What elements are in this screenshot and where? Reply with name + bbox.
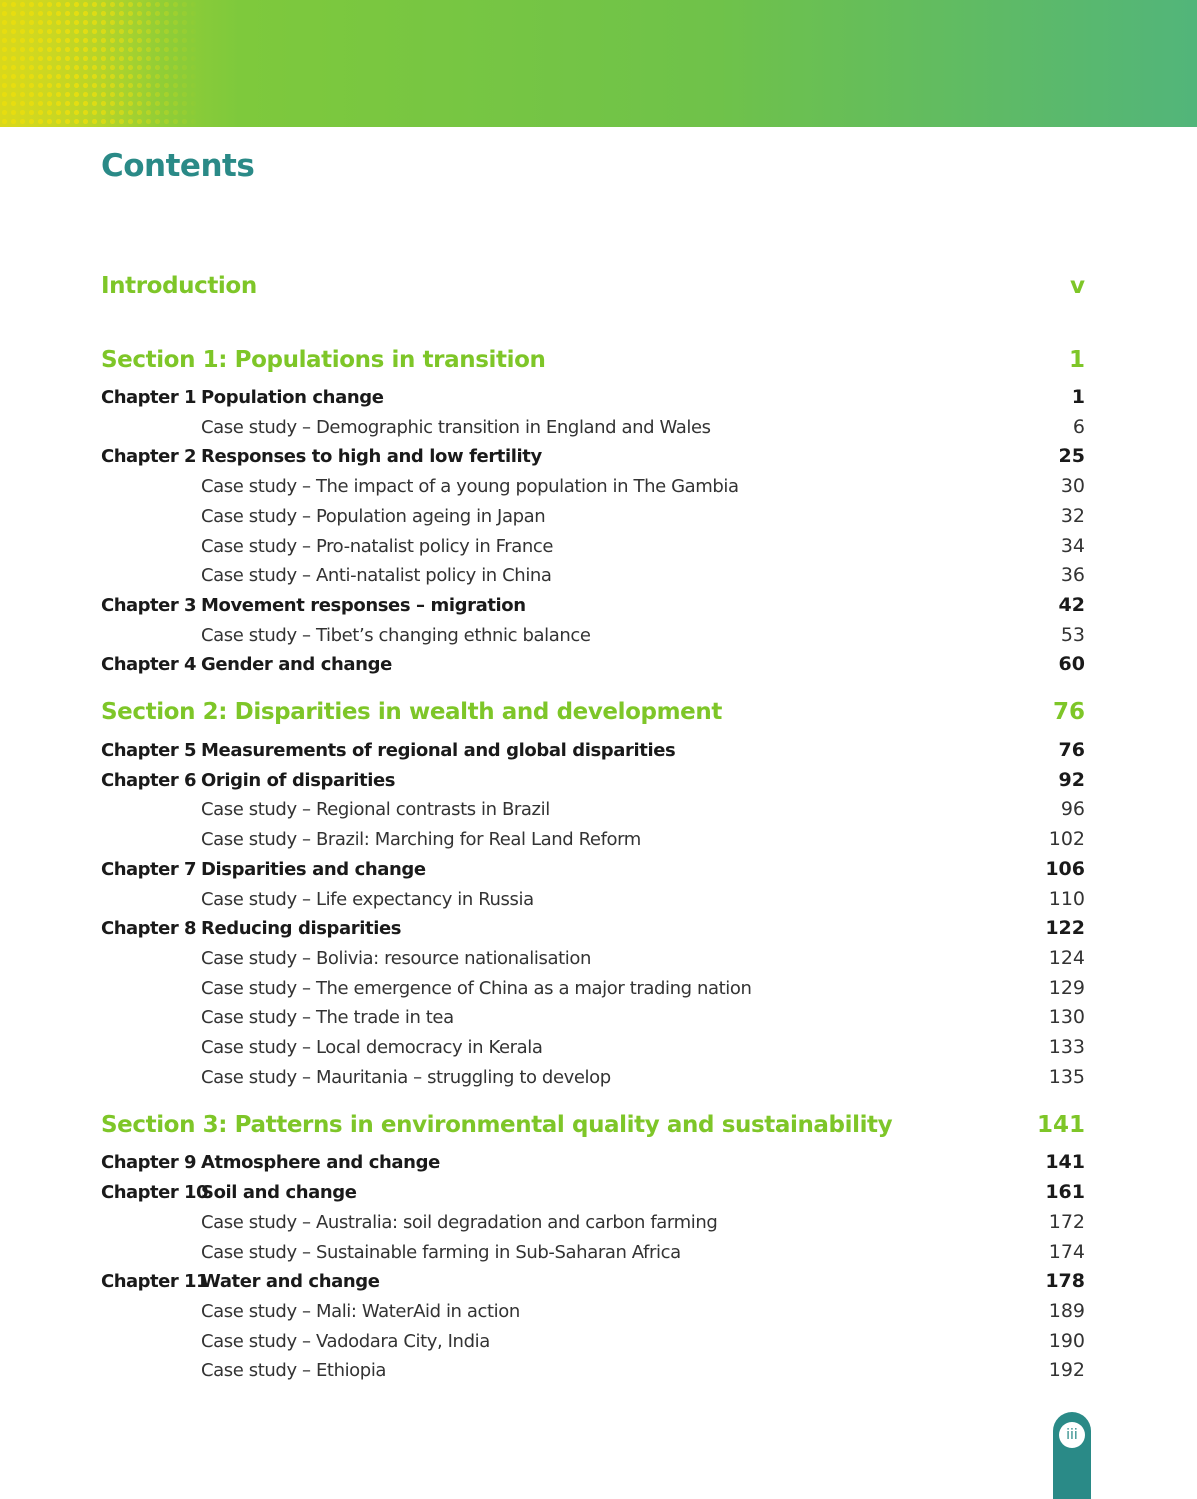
case-study-page: 36 (1060, 564, 1085, 586)
chapter-title: Soil and change (201, 1181, 357, 1203)
case-study-page: 190 (1048, 1330, 1085, 1352)
chapter-number: Chapter 5 (101, 739, 197, 761)
case-study-page: 96 (1060, 798, 1085, 820)
chapter-number: Chapter 3 (101, 594, 197, 616)
toc-case-study[interactable] (101, 1063, 1085, 1091)
chapter-number: Chapter 6 (101, 769, 197, 791)
chapter-number: Chapter 1 (101, 386, 197, 408)
chapter-title: Gender and change (201, 653, 392, 675)
page-number: iii (1059, 1422, 1085, 1448)
toc-case-study[interactable] (101, 944, 1085, 972)
toc-case-study[interactable] (101, 1297, 1085, 1325)
chapter-number: Chapter 2 (101, 445, 197, 467)
case-study-page: 110 (1048, 888, 1085, 910)
case-study-page: 53 (1060, 624, 1085, 646)
chapter-page: 1 (1071, 386, 1085, 408)
case-study-title: Case study – Vadodara City, India (201, 1330, 490, 1352)
section-page: 141 (1036, 1112, 1085, 1138)
chapter-title: Atmosphere and change (201, 1151, 440, 1173)
case-study-page: 129 (1048, 977, 1085, 999)
toc-case-study[interactable] (101, 1033, 1085, 1061)
chapter-number: Chapter 8 (101, 917, 197, 939)
chapter-page: 42 (1058, 594, 1085, 616)
case-study-title: Case study – Mali: WaterAid in action (201, 1300, 520, 1322)
toc-chapter-1[interactable] (101, 383, 1085, 411)
toc-case-study[interactable] (101, 532, 1085, 560)
case-study-page: 133 (1048, 1036, 1085, 1058)
case-study-title: Case study – Regional contrasts in Brazil (201, 798, 550, 820)
toc-case-study[interactable] (101, 795, 1085, 823)
toc-chapter-8[interactable] (101, 914, 1085, 942)
toc-chapter-10[interactable] (101, 1178, 1085, 1206)
chapter-page: 122 (1045, 917, 1085, 939)
case-study-title: Case study – Ethiopia (201, 1359, 387, 1381)
chapter-title: Measurements of regional and global disparities (201, 739, 676, 761)
toc-section-1[interactable] (101, 346, 1085, 374)
introduction-label: Introduction (101, 273, 257, 299)
toc-section-2[interactable] (101, 698, 1085, 726)
toc-chapter-5[interactable] (101, 736, 1085, 764)
case-study-title: Case study – Population ageing in Japan (201, 505, 546, 527)
case-study-page: 6 (1072, 416, 1085, 438)
chapter-page: 92 (1058, 769, 1085, 791)
toc-chapter-3[interactable] (101, 591, 1085, 619)
section-title: Section 2: Disparities in wealth and development (101, 699, 722, 725)
chapter-page: 161 (1045, 1181, 1085, 1203)
case-study-page: 192 (1048, 1359, 1085, 1381)
chapter-number: Chapter 11 (101, 1270, 209, 1292)
case-study-title: Case study – Australia: soil degradation and carbon farming (201, 1211, 718, 1233)
halftone-pattern (0, 0, 200, 127)
toc-chapter-7[interactable] (101, 855, 1085, 883)
case-study-title: Case study – Anti-natalist policy in China (201, 564, 552, 586)
toc-case-study[interactable] (101, 885, 1085, 913)
chapter-page: 141 (1045, 1151, 1085, 1173)
page-title: Contents (101, 148, 255, 184)
toc-case-study[interactable] (101, 502, 1085, 530)
case-study-page: 32 (1060, 505, 1085, 527)
toc-case-study[interactable] (101, 1003, 1085, 1031)
toc-chapter-6[interactable] (101, 766, 1085, 794)
case-study-page: 102 (1048, 828, 1085, 850)
case-study-title: Case study – The trade in tea (201, 1006, 454, 1028)
case-study-title: Case study – Pro-natalist policy in France (201, 535, 554, 557)
toc-chapter-11[interactable] (101, 1267, 1085, 1295)
toc-case-study[interactable] (101, 1327, 1085, 1355)
toc-introduction[interactable] (101, 272, 1085, 300)
toc-case-study[interactable] (101, 1238, 1085, 1266)
chapter-number: Chapter 10 (101, 1181, 209, 1203)
toc-case-study[interactable] (101, 825, 1085, 853)
chapter-title: Origin of disparities (201, 769, 396, 791)
case-study-page: 30 (1060, 475, 1085, 497)
header-banner (0, 0, 1197, 127)
case-study-title: Case study – Local democracy in Kerala (201, 1036, 543, 1058)
chapter-title: Disparities and change (201, 858, 426, 880)
case-study-page: 124 (1048, 947, 1085, 969)
case-study-title: Case study – The impact of a young population in The Gambia (201, 475, 739, 497)
case-study-title: Case study – Demographic transition in England and Wales (201, 416, 711, 438)
case-study-page: 135 (1048, 1066, 1085, 1088)
chapter-page: 76 (1058, 739, 1085, 761)
toc-chapter-9[interactable] (101, 1148, 1085, 1176)
case-study-page: 189 (1048, 1300, 1085, 1322)
section-page: 76 (1052, 699, 1085, 725)
chapter-title: Responses to high and low fertility (201, 445, 542, 467)
toc-section-3[interactable] (101, 1111, 1085, 1139)
case-study-title: Case study – Bolivia: resource nationalisation (201, 947, 591, 969)
toc-case-study[interactable] (101, 472, 1085, 500)
chapter-title: Population change (201, 386, 384, 408)
case-study-page: 172 (1048, 1211, 1085, 1233)
chapter-title: Water and change (201, 1270, 380, 1292)
toc-case-study[interactable] (101, 974, 1085, 1002)
introduction-page: v (1070, 273, 1085, 299)
case-study-title: Case study – Life expectancy in Russia (201, 888, 534, 910)
chapter-page: 106 (1045, 858, 1085, 880)
chapter-number: Chapter 9 (101, 1151, 197, 1173)
chapter-page: 25 (1058, 445, 1085, 467)
case-study-title: Case study – Brazil: Marching for Real Land Reform (201, 828, 641, 850)
chapter-page: 60 (1058, 653, 1085, 675)
case-study-title: Case study – Mauritania – struggling to develop (201, 1066, 611, 1088)
section-title: Section 1: Populations in transition (101, 347, 546, 373)
case-study-title: Case study – Tibet’s changing ethnic balance (201, 624, 591, 646)
toc-chapter-4[interactable] (101, 650, 1085, 678)
toc-case-study[interactable] (101, 1208, 1085, 1236)
section-title: Section 3: Patterns in environmental quality and sustainability (101, 1112, 893, 1138)
case-study-title: Case study – Sustainable farming in Sub-Saharan Africa (201, 1241, 681, 1263)
toc-case-study[interactable] (101, 413, 1085, 441)
case-study-page: 34 (1060, 535, 1085, 557)
chapter-number: Chapter 7 (101, 858, 197, 880)
chapter-number: Chapter 4 (101, 653, 197, 675)
chapter-title: Reducing disparities (201, 917, 402, 939)
case-study-page: 130 (1048, 1006, 1085, 1028)
section-page: 1 (1068, 347, 1085, 373)
toc-chapter-2[interactable] (101, 442, 1085, 470)
toc-case-study[interactable] (101, 621, 1085, 649)
toc-case-study[interactable] (101, 561, 1085, 589)
case-study-title: Case study – The emergence of China as a major trading nation (201, 977, 752, 999)
chapter-page: 178 (1045, 1270, 1085, 1292)
case-study-page: 174 (1048, 1241, 1085, 1263)
toc-case-study[interactable] (101, 1356, 1085, 1384)
chapter-title: Movement responses – migration (201, 594, 526, 616)
